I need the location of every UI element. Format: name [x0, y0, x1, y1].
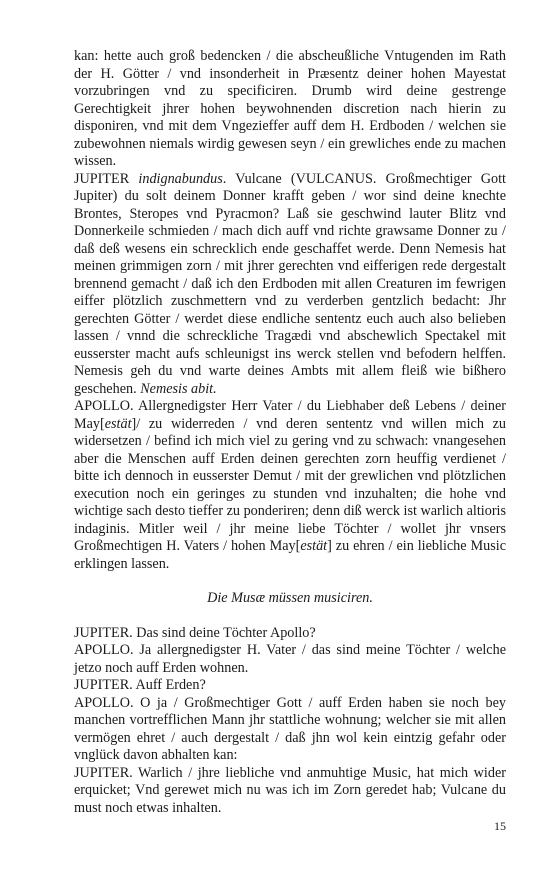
italic-text-segment: Nemesis abit. [140, 380, 217, 397]
italic-text-segment: indignabundus [138, 170, 223, 187]
italic-text-segment: estät [104, 415, 132, 432]
dialogue-line: JUPITER. Auff Erden? [74, 677, 206, 693]
italic-text-segment: estät [300, 538, 328, 554]
paragraph-intro [74, 48, 506, 171]
text-segment: ] zu ehren / ein liebliche Music erklingen lassen. [74, 538, 506, 572]
text-segment: ]/ zu widerreden / vnd deren sententz vnd willen mich zu widersetzen / befind ich mich viel zu gering vnd zu schwach: vnangesehen aber die Menschen auff Erden deinen gerechten zorn heuffig verdienet / bitte ich dennoch in eusserster Demut / mit der grewlichen vnd plötzlichen execution noch ein geringes zu stunden vnd inzuhalten; die hohe vnd wichtige sach desto tieffer zu ponderiren; denn diß werck ist warlich altioris indaginis. Mitler weil / jhr meine liebe Töchter / wollet jhr vnsers Großmechtigen H. Vaters / hohen May[ [74, 415, 506, 554]
paragraph-jupiter-speech [74, 171, 506, 399]
dialogue-line: APOLLO. Ja allergnedigster H. Vater / das sind meine Töchter / welche jetzo noch auff Erden wohnen. [74, 642, 506, 676]
dialogue-line: JUPITER. Warlich / jhre liebliche vnd anmuhtige Music, hat mich wider erquicket; Vnd gerewet mich nu was ich im Zorn geredet hab; Vulcane du must noch etwas inhalten. [74, 764, 506, 816]
page-number: 15 [494, 819, 506, 833]
text-segment: . Vulcane (VULCANUS. Großmechtiger Gott Jupiter) du solt deinem Donner krafft geben / wor sind deine knechte Brontes, Steropes vnd Pyracmon? Laß sie geschwind lauter Blitz vnd Donnerkeile schmieden / mach dich auff vnd richte grawsame Donner zu / daß deß wesens ein schrecklich ende geschaffet werde. Denn Nemesis hat meinen grimmigen zorn / mit jhrer gerechten vnd eifferigen rede dergestalt brennend gemacht / daß ich den Erdboden mit allen Creaturen im fewrigen eiffer plötzlich zuschmettern vnd zu verderben gentzlich bedacht: Jhr gerechten Götter / werdet diese endliche sententz euch auch also belieben lassen / vnnd die schreckliche Tragædi vnd abschewlich Spectakel mit eusserster macht aufs schleunigst ins werck stellen vnd befodern helffen. Nemesis geh du vnd warte deines Ambts mit allem fleiß wie bißhero geschehen. [74, 170, 506, 397]
paragraph-apollo-speech [74, 398, 506, 573]
dialogue-line: APOLLO. O ja / Großmechtiger Gott / auff Erden haben sie noch bey manchen vortrefflichen Mann jhr stattliche wohnung; welcher sie mit allen vermögen ehret / auch dergestalt / daß jhn wol kein eintzig gefahr oder vnglück davon abhalten kan: [74, 694, 506, 763]
dialogue-line: JUPITER. Das sind deine Töchter Apollo? [74, 624, 316, 641]
text-segment: JUPITER [74, 170, 139, 187]
text-segment: kan: hette auch groß bedencken / die abscheußliche Vntugenden im Rath der H. Götter / vnd insonderheit in Præsentz deiner hohen Mayestat vorzubringen vnd zu specificiren. Drumb wird deine gestrenge Gerechtigkeit jhrer hohen beywohnenden discretion nach hierin zu disponiren, vnd mit dem Vngezieffer auff dem H. Erdboden / welchen sie zubewohnen niemals wirdig gewesen seyn / ein grewliches ende zu machen wissen. [74, 48, 506, 169]
body-text [74, 48, 506, 817]
stage-direction: Die Musæ müssen musiciren. [207, 590, 373, 606]
text-segment: APOLLO. Allergnedigster Herr Vater / du Liebhaber deß Lebens / deiner May[ [74, 398, 506, 432]
